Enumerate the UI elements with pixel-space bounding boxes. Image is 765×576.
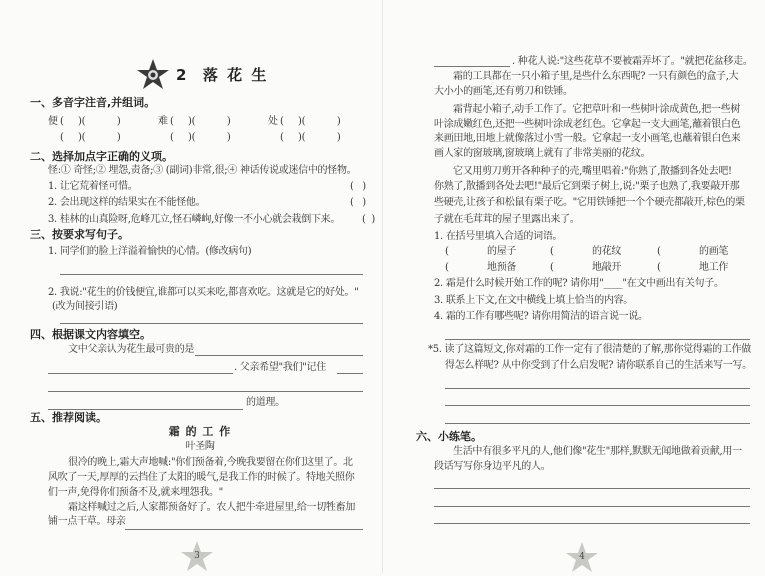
- fill-blank-2b[interactable]: [48, 391, 363, 392]
- answer-paren[interactable]: ( )( ): [170, 132, 231, 143]
- fill-text-3: 的道理。: [246, 397, 285, 408]
- reading-title: 霜 的 工 作: [168, 425, 232, 438]
- char-nan: 难: [158, 116, 168, 127]
- page-fold: [382, 0, 383, 573]
- blank-label: 地工作: [699, 262, 729, 273]
- passage-line: 你熟了,散播到各处去吧!"最后它到栗子树上,说:"栗子也熟了,我要敲开那: [434, 181, 740, 192]
- char-bian: 便: [48, 116, 58, 127]
- answer-paren-1[interactable]: ( ): [350, 181, 366, 192]
- blank-paren[interactable]: (: [550, 246, 554, 257]
- lesson-title-text: 落 花 生: [202, 66, 269, 84]
- reading-line: 们一声,免得你们预备不及,就来埋怨我。": [48, 487, 223, 498]
- answer-paren-3[interactable]: ( ): [362, 214, 375, 225]
- fill-blank-1[interactable]: [195, 355, 363, 356]
- passage-line: 叶涂成嫩红色,还把一些树叶涂成老红色。它拿起一支大画笔,蘸着银白色: [434, 119, 741, 130]
- passage-line: 子就在毛茸茸的屋子里露出来了。: [434, 214, 580, 225]
- blank-paren[interactable]: (: [445, 246, 449, 257]
- page-number-badge: [180, 540, 214, 574]
- reading-line: 很冷的晚上,霜大声地喊:"你们预备着,今晚我要留在你们这里了。北: [68, 457, 353, 468]
- blank-paren[interactable]: (: [657, 262, 661, 273]
- question-3: 3. 联系上下文,在文中横线上填上恰当的内容。: [434, 295, 633, 306]
- question-5-cont: 得怎么样呢? 从中你受到了什么启发呢? 请你联系自己的生活来写一写。: [445, 360, 752, 371]
- answer-line-q5[interactable]: [445, 405, 750, 406]
- page-number: 4: [579, 552, 585, 562]
- question-5: *5. 读了这篇短文,你对霜的工作一定有了很清楚的了解,那你觉得霜的工作做: [428, 344, 751, 355]
- lesson-star-icon: [136, 58, 170, 90]
- blank-label: 地敲开: [592, 262, 622, 273]
- definition-list: 怪:① 奇怪;② 埋怨,责备;③ (副词)非常,很;④ 神话传说或迷信中的怪物。: [48, 165, 357, 176]
- answer-line-q5[interactable]: [445, 423, 750, 424]
- blank-label: 的屋子: [487, 246, 517, 257]
- answer-paren[interactable]: ( )( ): [170, 116, 231, 127]
- fill-text-2: . 父亲希望"我们"记住: [234, 362, 326, 373]
- page-number-badge: [565, 541, 599, 575]
- page-number: 3: [194, 551, 200, 561]
- blank-paren[interactable]: (: [445, 262, 449, 273]
- answer-paren[interactable]: ( )( ): [60, 132, 121, 143]
- choice-item-1: 1. 让它荒着怪可惜。: [48, 181, 138, 192]
- rewrite-q2: 2. 我说:"花生的价钱便宜,谁都可以买来吃,都喜欢吃。这就是它的好处。": [48, 287, 359, 298]
- fill-blank-2c[interactable]: [48, 409, 243, 410]
- question-4: 4. 霜的工作有哪些呢? 请你用简洁的语言说一说。: [434, 311, 648, 322]
- choice-item-2: 2. 会出现这样的结果实在不能怪他。: [48, 197, 206, 208]
- reading-author: 叶圣陶: [185, 441, 215, 452]
- passage-line: 霜的工具都在一只小箱子里,是些什么东西呢? 一只有颜色的盒子,大: [453, 71, 739, 82]
- reading-line: 风吹了一天,厚厚的云挡住了太阳的暖气,是我工作的时候了。特地关照你: [48, 472, 355, 483]
- blank-label: 的花纹: [592, 246, 622, 257]
- passage-line: 画人家的窗玻璃,窗玻璃上就有了非常美丽的花纹。: [434, 148, 651, 159]
- section-3-heading: 三、按要求写句子。: [30, 228, 129, 241]
- answer-line-practice[interactable]: [434, 488, 750, 489]
- char-chu: 处: [268, 116, 278, 127]
- passage-line: 大小小的画笔,还有剪刀和铁锤。: [434, 86, 573, 97]
- answer-paren[interactable]: ( )( ): [280, 116, 341, 127]
- fill-blank-reading-cont[interactable]: [434, 66, 510, 67]
- answer-line-q1[interactable]: [60, 274, 363, 275]
- section-1-heading: 一、多音字注音,并组词。: [30, 96, 156, 109]
- section-5-heading: 五、推荐阅读。: [30, 411, 107, 424]
- section-6-heading: 六、小练笔。: [416, 430, 482, 443]
- blank-label: 的画笔: [699, 246, 729, 257]
- practice-prompt-cont: 段话写写你身边平凡的人。: [434, 461, 551, 472]
- answer-line-q4[interactable]: [445, 339, 750, 340]
- answer-paren[interactable]: ( )( ): [280, 132, 341, 143]
- answer-paren[interactable]: ( )( ): [60, 116, 121, 127]
- fill-blank-1b[interactable]: [48, 373, 233, 374]
- lesson-title: [176, 68, 268, 82]
- answer-line-practice[interactable]: [434, 506, 750, 507]
- section-4-heading: 四、根据课文内容填空。: [30, 328, 151, 341]
- choice-item-3: 3. 桂林的山真险呀,危峰兀立,怪石嶙峋,好像一不小心就会栽倒下来。: [48, 214, 341, 225]
- reading-line: 霜这样喊过之后,人家都预备好了。农人把牛牵进屋里,给一切牲畜加: [68, 502, 356, 513]
- fill-blank-reading[interactable]: [125, 529, 363, 530]
- rewrite-q2-note: (改为间接引语): [52, 301, 118, 312]
- passage-line: 来画田地,田地上就像落过小雪一般。它拿起一支小画笔,也蘸着银白色来: [434, 133, 741, 144]
- answer-line-practice[interactable]: [434, 523, 750, 524]
- passage-line: . 种花人说:"这些花草不要被霜弄坏了。"就把花盆移走。: [512, 56, 753, 67]
- question-1: 1. 在括号里填入合适的词语。: [434, 231, 563, 242]
- answer-line-q5[interactable]: [445, 388, 750, 389]
- passage-line: 些硬壳,让孩子和松鼠有栗子吃。"它用铁锤把一个个硬壳都敲开,棕色的栗: [434, 197, 745, 208]
- practice-prompt: 生活中有很多平凡的人,他们像"花生"那样,默默无闻地做着贡献,用一: [453, 446, 742, 457]
- lesson-number: 2: [176, 66, 189, 84]
- passage-line: 它又用剪刀剪开各种种子的壳,嘴里唱着:"你熟了,散播到各处去吧!: [453, 166, 732, 177]
- blank-paren[interactable]: (: [657, 246, 661, 257]
- rewrite-q1: 1. 同学们的脸上洋溢着愉快的心情。(修改病句): [48, 246, 252, 257]
- fill-text-1: 文中父亲认为花生最可贵的是: [68, 344, 195, 355]
- fill-blank-2[interactable]: [337, 373, 363, 374]
- question-2: 2. 霜是什么时候开始工作的呢? 请你用"____"在文中画出有关句子。: [434, 278, 724, 289]
- blank-paren[interactable]: (: [550, 262, 554, 273]
- blank-label: 地预备: [487, 262, 517, 273]
- section-2-heading: 二、选择加点字正确的义项。: [30, 150, 173, 163]
- reading-line: 铺一点干草。母亲: [48, 516, 126, 527]
- answer-line-q2[interactable]: [60, 323, 363, 324]
- passage-line: 霜背起小箱子,动手工作了。它把草叶和一些树叶涂成黄色,把一些树: [453, 104, 741, 115]
- answer-paren-2[interactable]: ( ): [350, 197, 366, 208]
